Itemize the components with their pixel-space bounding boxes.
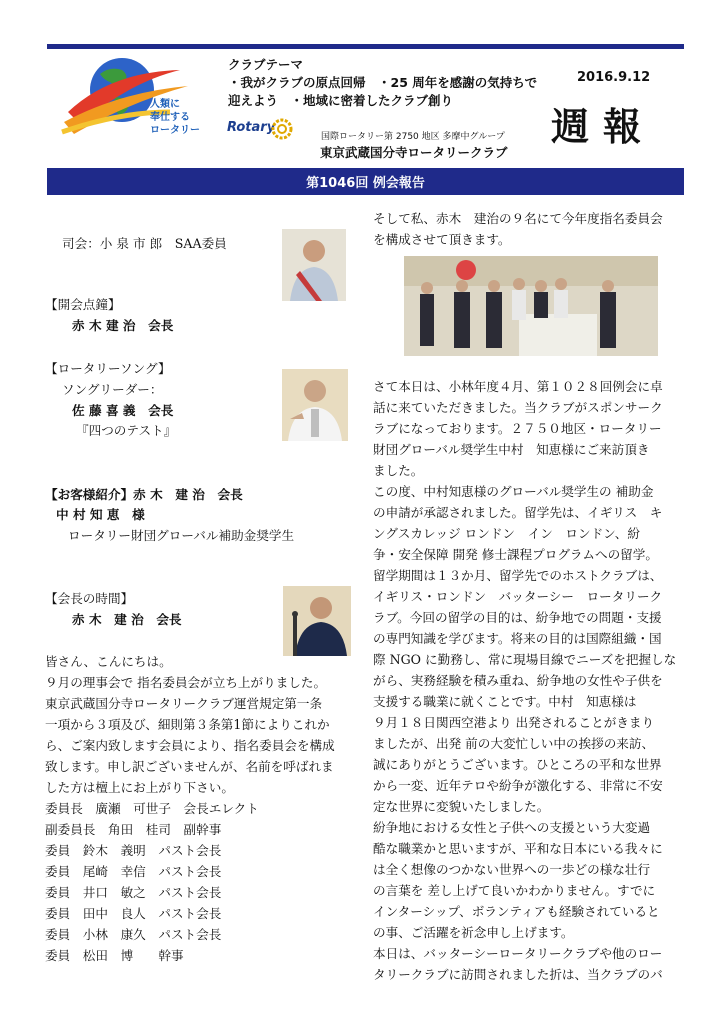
report-line: ました。	[373, 463, 424, 478]
song-leader-photo	[282, 369, 348, 441]
report-line: 定な世界に変貌いたしました。	[373, 799, 550, 814]
rotary-wordmark: Rotary	[227, 120, 276, 135]
club-name: 東京武蔵国分寺ロータリークラブ	[320, 145, 508, 160]
speech-line: 一項から３項及び、細則第３条第1節によりこれか	[45, 717, 330, 732]
song-leader-label: ソングリーダー：	[62, 382, 163, 397]
guest-heading: 【お客様紹介】赤 木 建 治 会長	[45, 487, 243, 502]
report-line: 誠にありがとうございます。ひところの平和な世界	[373, 757, 662, 772]
report-line: の言葉を 差し上げて良いかわかりません。すでに	[373, 883, 656, 898]
report-line: 話に来ていただきました。当クラブがスポンサーク	[373, 400, 663, 415]
report-line: の事、ご活躍を祈念申し上げます。	[373, 925, 574, 940]
issue-date: 2016.9.12	[577, 70, 651, 85]
theme-heading: クラブテーマ	[228, 57, 304, 72]
intro-line: そして私、赤木 建治の９名にて今年度指名委員会	[373, 211, 663, 226]
committee-line: 委員 小林 康久 パスト会長	[45, 927, 222, 942]
report-line: の専門知識を学びます。将来の目的は国際組織・国	[373, 631, 662, 646]
speech-line: した方は檀上にお上がり下さい。	[45, 780, 234, 795]
report-line: ラブになっております。２７５０地区・ロータリー	[373, 421, 662, 436]
page-title: 週報	[551, 104, 656, 149]
report-line: 留学期間は１３か月、留学先でのホストクラブは、	[373, 568, 663, 583]
report-line: 支援する職業に就くことです。中村 知恵様は	[373, 694, 637, 709]
logo-caption-line3: ロータリー	[150, 125, 200, 136]
president-name: 赤 木 建 治 会長	[72, 612, 182, 627]
logo-caption-line2: 奉仕する	[150, 112, 190, 123]
song-heading: 【ロータリーソング】	[45, 361, 171, 376]
report-line: は全く想像のつかない世界への一歩どの様な壮行	[373, 862, 651, 877]
committee-line: 委員 尾崎 幸信 パスト会長	[45, 864, 222, 879]
report-line: 際 NGO に勤務し、常に現場目線でニーズを把握しな	[373, 652, 677, 667]
speech-line: 致します。申し訳ございませんが、名前を呼ばれま	[45, 759, 334, 774]
report-line: この度、中村知恵様のグローバル奨学生の 補助金	[373, 484, 654, 499]
speech-line: 東京武蔵国分寺ロータリークラブ運営規定第一条	[45, 696, 323, 711]
president-speech	[45, 651, 357, 966]
committee-intro	[373, 208, 685, 250]
report-line: 紛争地における女性と子供への支援という大変過	[373, 820, 651, 835]
report-line: イギリス・ロンドン バッターシー ロータリーク	[373, 589, 663, 604]
report-line: から一変、近年テロや紛争が激化する、非常に不安	[373, 778, 663, 793]
host-photo	[282, 229, 346, 301]
opening-name: 赤 木 建 治 会長	[72, 318, 174, 333]
header-top-rule	[47, 44, 684, 49]
report-line: 財団グローバル奨学生中村 知恵様にご来訪頂き	[373, 442, 650, 457]
president-heading: 【会長の時間】	[45, 591, 134, 606]
report-line: タリークラブに訪問されました折は、当クラブのバ	[373, 967, 663, 982]
report-line: ラブ。今回の留学の目的は、紛争地での問題・支援	[373, 610, 662, 625]
logo-caption	[150, 98, 200, 137]
committee-group-photo	[404, 256, 658, 356]
committee-line: 副委員長 角田 桂司 副幹事	[45, 822, 222, 837]
song-leader-name: 佐 藤 喜 義 会長	[72, 403, 174, 418]
report-line: 争・安全保障 開発 修士課程プログラムへの留学。	[373, 547, 658, 562]
theme-line-1: ・我がクラブの原点回帰 ・25 周年を感謝の気持ちで	[228, 75, 538, 90]
speech-line: ９月の理事会で 指名委員会が立ち上がりました。	[45, 675, 327, 690]
committee-line: 委員 鈴木 義明 パスト会長	[45, 843, 222, 858]
committee-line: 委員 井口 敏之 パスト会長	[45, 885, 222, 900]
theme-line-2: 迎えよう ・地域に密着したクラブ創り	[228, 93, 454, 108]
logo-caption-line1: 人類に	[150, 99, 180, 110]
rotary-wheel-icon	[271, 118, 293, 140]
report-line: ましたが、出発 前の大変忙しい中の挨拶の来訪、	[373, 736, 655, 751]
report-line: ９月１８日関西空港より 出発されることがきまり	[373, 715, 655, 730]
opening-heading: 【開会点鐘】	[45, 297, 121, 312]
district-line: 国際ロータリー第 2750 地区 多摩中グループ	[321, 132, 505, 142]
guest-description: ロータリー財団グローバル補助金奨学生	[68, 528, 295, 543]
committee-line: 委員 田中 良人 パスト会長	[45, 906, 222, 921]
president-photo	[283, 586, 351, 656]
report-line: ングスカレッジ ロンドン イン ロンドン、紛	[373, 526, 640, 541]
meeting-banner-text: 第1046回 例会報告	[306, 176, 425, 191]
intro-line: を構成させて頂きます。	[373, 232, 511, 247]
report-line: インターシップ、ボランティアも経験されていると	[373, 904, 660, 919]
report-line: 酷な職業かと思いますが、平和な日本にいる我々に	[373, 841, 663, 856]
report-line: の申請が承認されました。留学先は、イギリス キ	[373, 505, 663, 520]
guest-name: 中 村 知 恵 様	[56, 507, 145, 522]
host-line: 司会：小 泉 市 郎 SAA委員	[62, 236, 227, 251]
speech-line: ら、ご案内致します会員により、指名委員会を構成	[45, 738, 335, 753]
report-line: 本日は、バッターシーロータリークラブや他のロー	[373, 946, 663, 961]
report-line: がら、実務経験を積み重ね、紛争地の女性や子供を	[373, 673, 663, 688]
song-title: 『四つのテスト』	[76, 423, 177, 438]
report-line: さて本日は、小林年度４月、第１０２８回例会に卓	[373, 379, 663, 394]
speech-line: 皆さん、こんにちは。	[45, 654, 172, 669]
committee-line: 委員長 廣瀬 可世子 会長エレクト	[45, 801, 259, 816]
committee-line: 委員 松田 博 幹事	[45, 948, 184, 963]
guest-report	[373, 376, 685, 985]
